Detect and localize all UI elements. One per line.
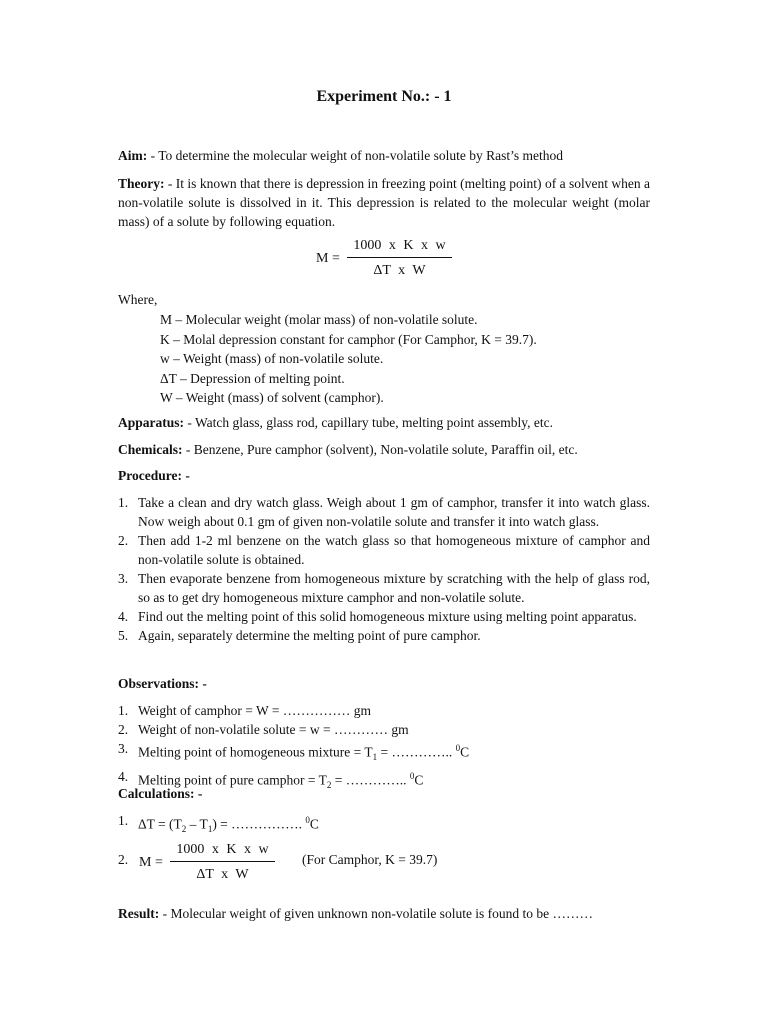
formula-lhs: M =	[139, 854, 163, 870]
camphor-constant-note: (For Camphor, K = 39.7)	[302, 852, 438, 867]
step-text: Then add 1-2 ml benzene on the watch glass so that homogeneous mixture of camphor and non-volatile solute is obtained.	[138, 533, 650, 567]
procedure-label: Procedure: -	[118, 468, 190, 483]
observations-label: Observations: -	[118, 676, 207, 691]
observation-item	[118, 720, 650, 739]
calculation-number: 1.	[118, 813, 129, 828]
aim-label: Aim:	[118, 148, 148, 163]
calculations-heading	[118, 784, 650, 803]
where-definitions	[160, 310, 640, 408]
superscript: 0	[455, 743, 461, 753]
step-text: Again, separately determine the melting point of pure camphor.	[138, 628, 481, 643]
observation-number: 4.	[118, 769, 129, 785]
definition-m: M – Molecular weight (molar mass) of non-volatile solute.	[160, 312, 478, 327]
observations-heading	[118, 674, 650, 693]
observation-item	[118, 739, 650, 767]
step-number: 5.	[118, 628, 129, 643]
formula-lhs: M =	[316, 250, 340, 266]
step-number: 2.	[118, 533, 129, 548]
theory-text: - It is known that there is depression in freezing point (melting point) of a solvent when a non-volatile solute is dissolved in it. This depression is related to the molecular weight (molar mass) of a solute by following equation.	[118, 176, 650, 229]
subscript: 1	[372, 752, 378, 763]
procedure-list	[118, 493, 650, 645]
theory-paragraph	[118, 174, 650, 231]
apparatus-paragraph	[118, 413, 650, 432]
where-label: Where,	[118, 292, 158, 307]
page-title: Experiment No.: - 1	[316, 88, 452, 105]
result-label: Result:	[118, 906, 160, 921]
observation-text: Weight of non-volatile solute = w = ………… gm	[138, 722, 409, 737]
observation-number: 2.	[118, 722, 129, 737]
observations-list	[118, 701, 650, 795]
unit: C	[414, 772, 424, 788]
procedure-step	[118, 569, 650, 607]
step-number: 3.	[118, 571, 129, 586]
theory-label: Theory:	[118, 176, 165, 191]
molecular-weight-formula	[316, 236, 452, 280]
calculations-list	[118, 811, 650, 839]
definition-w: w – Weight (mass) of non-volatile solute.	[160, 351, 384, 366]
procedure-step	[118, 607, 650, 626]
calc-blank: ) = …………….	[212, 816, 306, 832]
observation-text: Weight of camphor = W = …………… gm	[138, 703, 371, 718]
procedure-step	[118, 493, 650, 531]
formula-denominator: ΔT x W	[196, 867, 249, 882]
observation-item	[118, 701, 650, 720]
observation-text: Melting point of homogeneous mixture = T	[138, 744, 373, 760]
procedure-heading	[118, 466, 650, 485]
result-paragraph	[118, 904, 650, 923]
observation-blank: = …………..	[377, 744, 456, 760]
subscript: 2	[181, 824, 187, 835]
observation-number: 1.	[118, 703, 129, 718]
formula-numerator: 1000 x K x w	[347, 236, 451, 258]
definition-solvent-w: W – Weight (mass) of solvent (camphor).	[160, 390, 384, 405]
subscript: 2	[326, 780, 332, 791]
calc-text: – T	[186, 816, 208, 832]
superscript: 0	[409, 771, 415, 782]
apparatus-label: Apparatus:	[118, 415, 185, 430]
chemicals-label: Chemicals:	[118, 442, 183, 457]
definition-k: K – Molal depression constant for camphor (For Camphor, K = 39.7).	[160, 331, 537, 347]
calculations-label: Calculations: -	[118, 786, 203, 801]
superscript: 0	[305, 815, 310, 825]
apparatus-text: - Watch glass, glass rod, capillary tube, melting point assembly, etc.	[184, 415, 553, 430]
observation-number: 3.	[118, 741, 129, 756]
unit: C	[309, 816, 319, 832]
observation-blank: = …………..	[331, 772, 410, 788]
formula-fraction	[170, 840, 274, 884]
unit: C	[460, 744, 470, 760]
formula-numerator: 1000 x K x w	[170, 840, 274, 862]
step-text: Take a clean and dry watch glass. Weigh about 1 gm of camphor, transfer it into watch glass. Now weigh about 0.1 gm of given non-volatile solute and transfer it into watch glass.	[138, 495, 650, 529]
step-number: 1.	[118, 495, 129, 510]
procedure-step	[118, 626, 650, 645]
formula-fraction	[347, 236, 451, 280]
step-number: 4.	[118, 609, 129, 624]
calc-text: ΔT = (T	[138, 816, 182, 832]
aim-text: - To determine the molecular weight of non-volatile solute by Rast’s method	[147, 148, 563, 163]
calculation-step-2-number: 2.	[118, 852, 129, 867]
calculation-step-1	[118, 811, 650, 839]
aim-paragraph	[118, 146, 650, 165]
subscript: 1	[207, 824, 213, 835]
procedure-step	[118, 531, 650, 569]
step-text: Find out the melting point of this solid homogeneous mixture using melting point apparatus.	[138, 609, 637, 624]
definition-delta-t: ΔT – Depression of melting point.	[160, 370, 345, 386]
observation-text: Melting point of pure camphor = T	[138, 772, 327, 788]
formula-denominator: ΔT x W	[373, 263, 426, 278]
chemicals-paragraph	[118, 440, 650, 459]
step-text: Then evaporate benzene from homogeneous mixture by scratching with the help of glass rod, so as to get dry homogeneous mixture camphor and non-volatile solute.	[138, 571, 650, 605]
calculation-formula	[139, 840, 275, 884]
chemicals-text: - Benzene, Pure camphor (solvent), Non-volatile solute, Paraffin oil, etc.	[182, 442, 578, 457]
result-text: - Molecular weight of given unknown non-volatile solute is found to be ………	[159, 906, 594, 921]
